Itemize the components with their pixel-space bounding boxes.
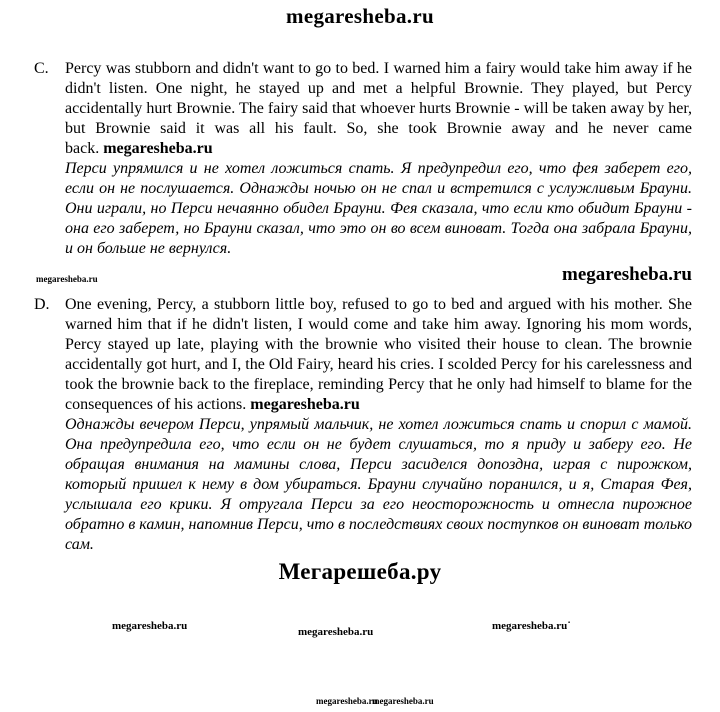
section-d-letter: D. (34, 296, 50, 313)
site-watermark-footer: Мегарешеба.ру (278, 559, 442, 584)
section-c-letter: C. (34, 60, 49, 77)
section-d (34, 295, 692, 555)
section-c-text (65, 59, 692, 259)
section-d-text (65, 295, 692, 555)
section-d-russian-paragraph: Однажды вечером Перси, упрямый мальчик, не хотел ложиться спать и спорил с мамой. Она предупредила его, что если он не будет слушаться, то я приду и заберу его. Не обращая внимания на мамины слова, Перси засиделся допоздна, играя с пирожком, который пришел к нему в дом убираться. Брауни случайно поранился, и я, Старая Фея, услышала его крики. Я отругала Перси за его неосторожность и отнесла пирожное обратно в камин, напомнив Перси, что в последствиях своих поступков он виноват только сам. (65, 416, 692, 553)
watermark-footer-left: megaresheba.ru (316, 696, 378, 706)
section-c-english-paragraph (65, 59, 692, 159)
content-area (34, 59, 692, 555)
section-d-english-text: One evening, Percy, a stubborn little boy, refused to go to bed and argued with his mother. She warned him that if he didn't listen, I would come and take him away. Ignoring his mom words, Percy stayed up late, playing with the brownie who visited their house to clean. The brownie accidentally got hurt, and I, the Old Fairy, heard his cries. I scolded Percy for his carelessness and took the brownie back to the fireplace, reminding Percy that he only had himself to blame for the consequences of his actions. (65, 296, 692, 413)
watermark-band (34, 262, 692, 292)
watermark-footer-right: megaresheba.ru (372, 696, 434, 706)
section-c-russian-paragraph: Перси упрямился и не хотел ложиться спать. Я предупредил его, что фея заберет его, если он не послушается. Однажды ночью он не спал и встретился с услужливым Брауни. Они играли, но Перси нечаянно обидел Брауни. Фея сказала, что если кто обидит Брауни - она его заберет, но Брауни сказал, что это он во всем виноват. Тогда она забрала Брауни, и он больше не вернулся. (65, 160, 692, 257)
watermark-mid-right: megaresheba.ru (562, 264, 692, 285)
watermark-bottom-right: megaresheba.ru˙ (492, 620, 571, 632)
section-d-inline-watermark: megaresheba.ru (250, 396, 360, 413)
section-c-inline-watermark: megaresheba.ru (103, 140, 213, 157)
section-c-english-text: Percy was stubborn and didn't want to go to bed. I warned him a fairy would take him away if he didn't listen. One night, he stayed up and met a helpful Brownie. They played, but Percy accidentally hurt Brownie. The fairy said that whoever hurts Brownie - will be taken away by her, but Brownie said it was all his fault. So, she took Brownie away and he never came back. (65, 60, 692, 157)
section-d-english-paragraph (65, 295, 692, 415)
section-c (34, 59, 692, 259)
watermark-bottom-left: megaresheba.ru (112, 620, 188, 632)
site-watermark-header: megaresheba.ru (286, 4, 434, 28)
watermark-bottom-center: megaresheba.ru (298, 626, 374, 638)
watermark-mid-left: megaresheba.ru (36, 274, 98, 284)
